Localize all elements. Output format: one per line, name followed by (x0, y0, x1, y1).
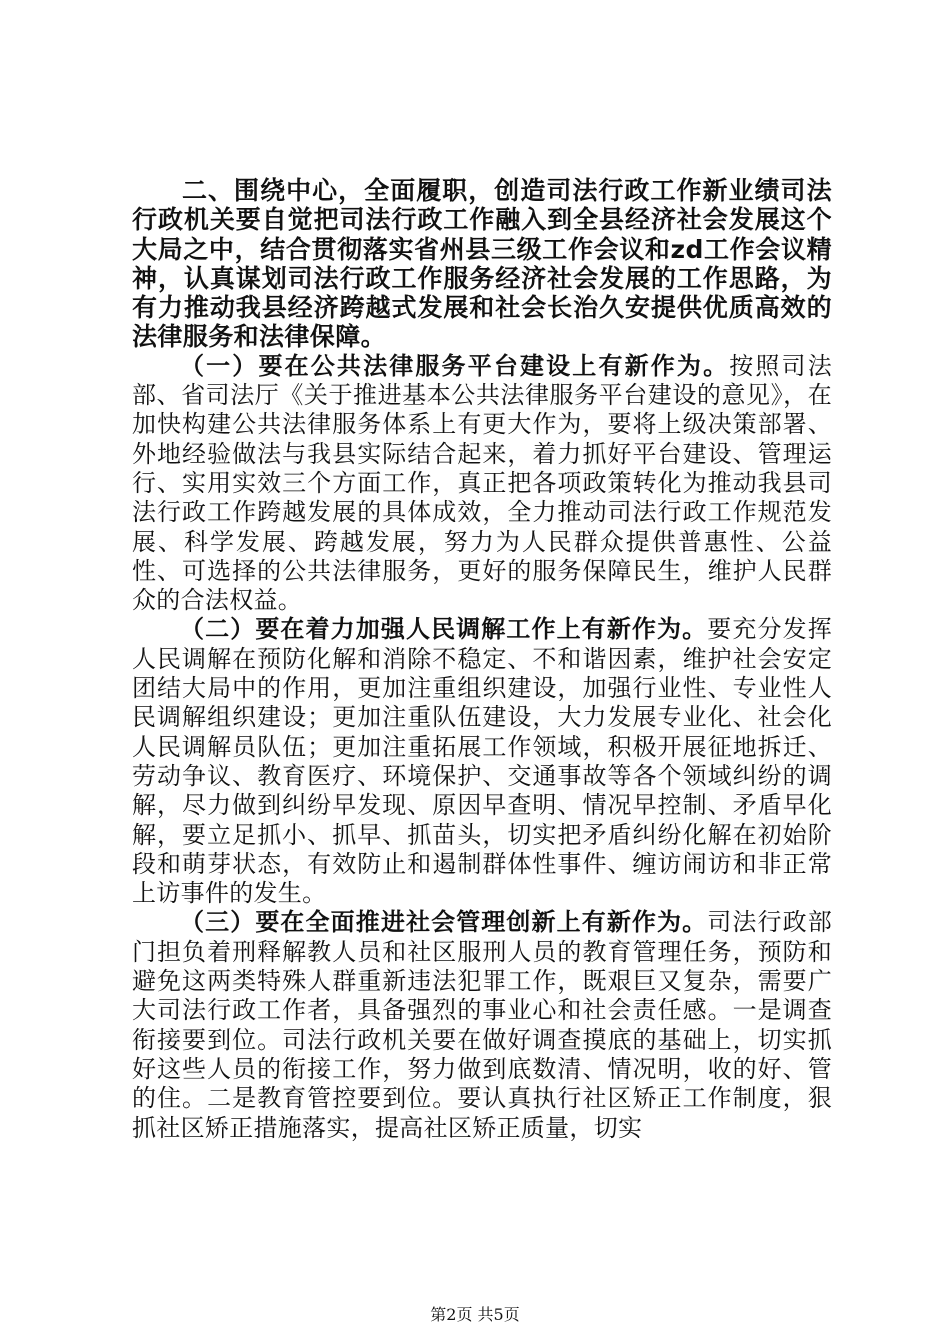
item-one-paragraph (132, 352, 832, 616)
item-three-lead: （三）要在全面推进社会管理创新上有新作为。 (180, 908, 708, 937)
item-one-body: 按照司法部、省司法厅《关于推进基本公共法律服务平台建设的意见》，在加快构建公共法律服务体系上有更大作为，要将上级决策部署、外地经验做法与我县实际结合起来，着力抓好平台建设、管理运行、实用实效三个方面工作，真正把各项政策转化为推动我县司法行政工作跨越发展的具体成效，全力推动司法行政工作规范发展、科学发展、跨越发展，努力为人民群众提供普惠性、公益性、可选择的公共法律服务，更好的服务保障民生，维护人民群众的合法权益。 (132, 351, 832, 615)
item-one-lead: （一）要在公共法律服务平台建设上有新作为。 (180, 351, 730, 380)
item-three-paragraph (132, 908, 832, 1142)
item-three-body: 司法行政部门担负着刑释解教人员和社区服刑人员的教育管理任务，预防和避免这两类特殊人群重新违法犯罪工作，既艰巨又复杂，需要广大司法行政工作者，具备强烈的事业心和社会责任感。一是调查衔接要到位。司法行政机关要在做好调查摸底的基础上，切实抓好这些人员的衔接工作，努力做到底数清、情况明，收的好、管的住。二是教育管控要到位。要认真执行社区矫正工作制度，狠抓社区矫正措施落实，提高社区矫正质量，切实 (132, 908, 832, 1142)
document-body (132, 176, 832, 1143)
section-two-paragraph: 二、围绕中心，全面履职，创造司法行政工作新业绩司法行政机关要自觉把司法行政工作融入到全县经济社会发展这个大局之中，结合贯彻落实省州县三级工作会议和zd工作会议精神，认真谋划司法行政工作服务经济社会发展的工作思路，为有力推动我县经济跨越式发展和社会长治久安提供优质高效的法律服务和法律保障。 (132, 176, 832, 352)
item-two-lead: （二）要在着力加强人民调解工作上有新作为。 (180, 615, 708, 644)
item-two-paragraph (132, 615, 832, 908)
page-number-footer: 第2页 共5页 (430, 1305, 520, 1324)
item-two-body: 要充分发挥人民调解在预防化解和消除不稳定、不和谐因素，维护社会安定团结大局中的作用，更加注重组织建设，加强行业性、专业性人民调解组织建设；更加注重队伍建设，大力发展专业化、社会化人民调解员队伍；更加注重拓展工作领域，积极开展征地拆迁、劳动争议、教育医疗、环境保护、交通事故等各个领域纠纷的调解，尽力做到纠纷早发现、原因早查明、情况早控制、矛盾早化解，要立足抓小、抓早、抓苗头，切实把矛盾纠纷化解在初始阶段和萌芽状态，有效防止和遏制群体性事件、缠访闹访和非正常上访事件的发生。 (132, 615, 832, 908)
